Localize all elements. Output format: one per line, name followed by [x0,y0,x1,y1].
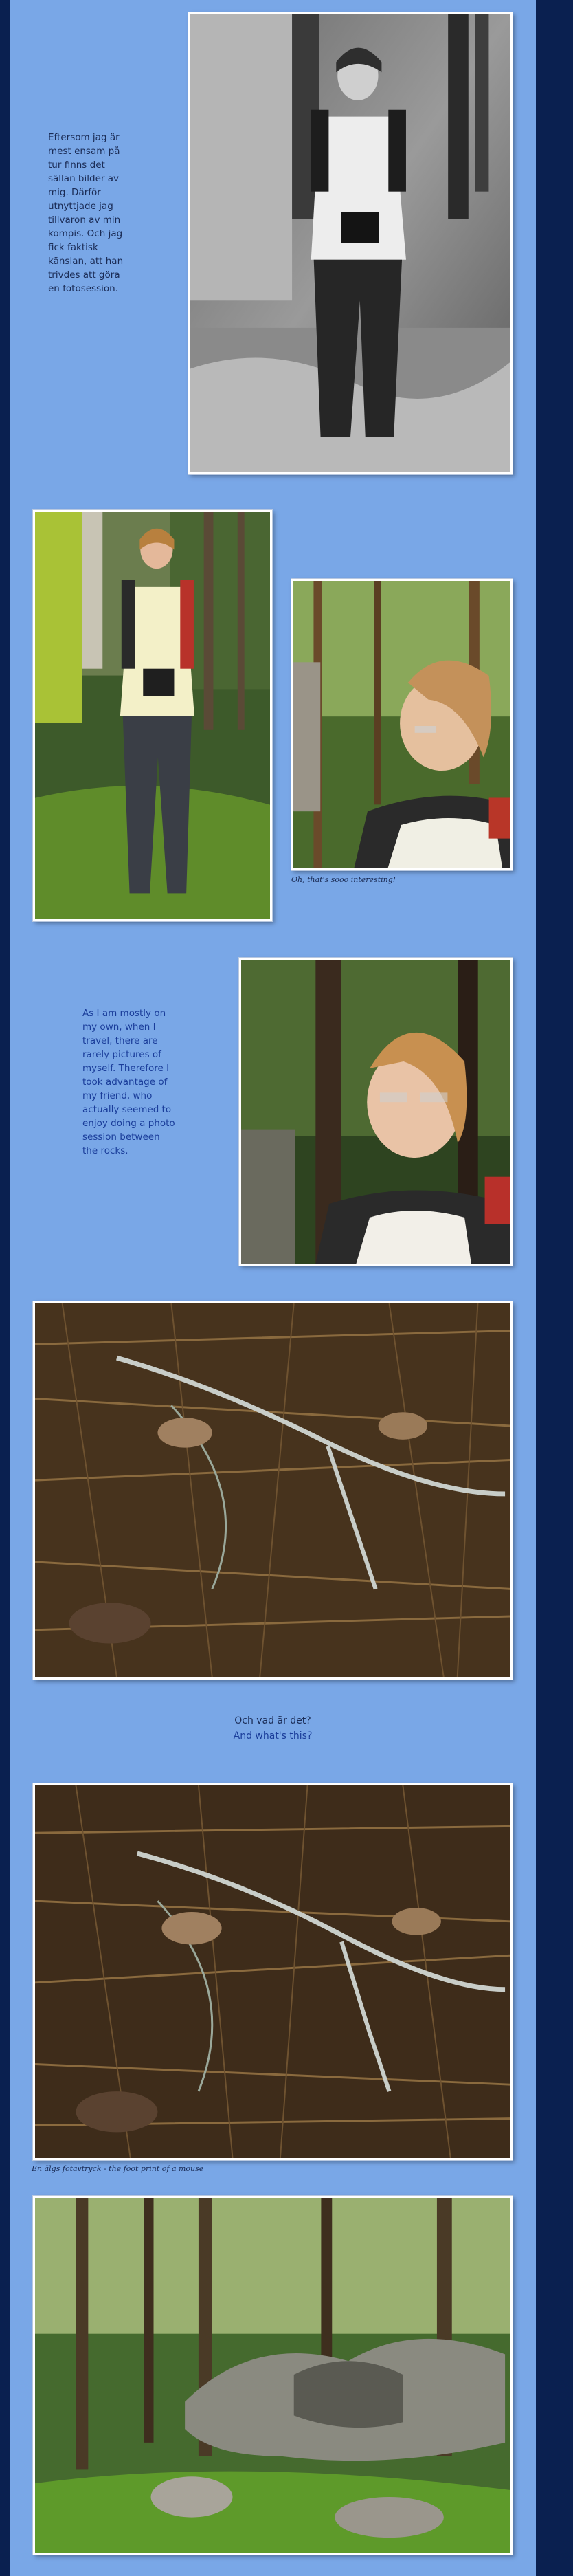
bw-portrait-photo[interactable] [188,12,513,474]
forest-floor-image-2 [35,1785,510,2158]
portrait-forest-image [241,960,510,1264]
intro-text-swedish: Eftersom jag är mest ensam på tur finns det sällan bilder av mig. Därför utnyttjade jag tillvaron av min kompis. Och jag fick faktisk känslan, att han trivdes att göra en fotosession. [48,132,124,294]
question-swedish: Och vad är det? [234,1715,311,1726]
question-english: And what's this? [233,1730,313,1741]
caption-footprint: En älgs fotavtryck - the foot print of a mouse [32,2164,204,2173]
right-frame-stripe [536,0,573,2576]
left-frame-stripe [0,0,10,2576]
forest-floor-image-1 [35,1303,510,1677]
forest-rocks-image [35,2198,510,2553]
looking-up-photo[interactable] [291,579,513,870]
bw-portrait-image [190,14,510,472]
forest-rocks-photo[interactable] [33,2196,513,2555]
question-block [10,1713,536,1743]
caption-interesting: Oh, that's sooo interesting! [291,875,396,884]
hiker-full-body-image [35,512,270,919]
forest-floor-photo-2[interactable] [33,1783,513,2160]
hiker-full-body-photo[interactable] [33,510,272,921]
forest-floor-photo-1[interactable] [33,1301,513,1680]
looking-up-image [293,581,510,868]
portrait-forest-photo[interactable] [239,958,513,1266]
intro-text-english: As I am mostly on my own, when I travel, there are rarely pictures of myself. Therefore I took advantage of my friend, who actually seemed to enjoy doing a photo session between the rocks. [82,1008,175,1156]
